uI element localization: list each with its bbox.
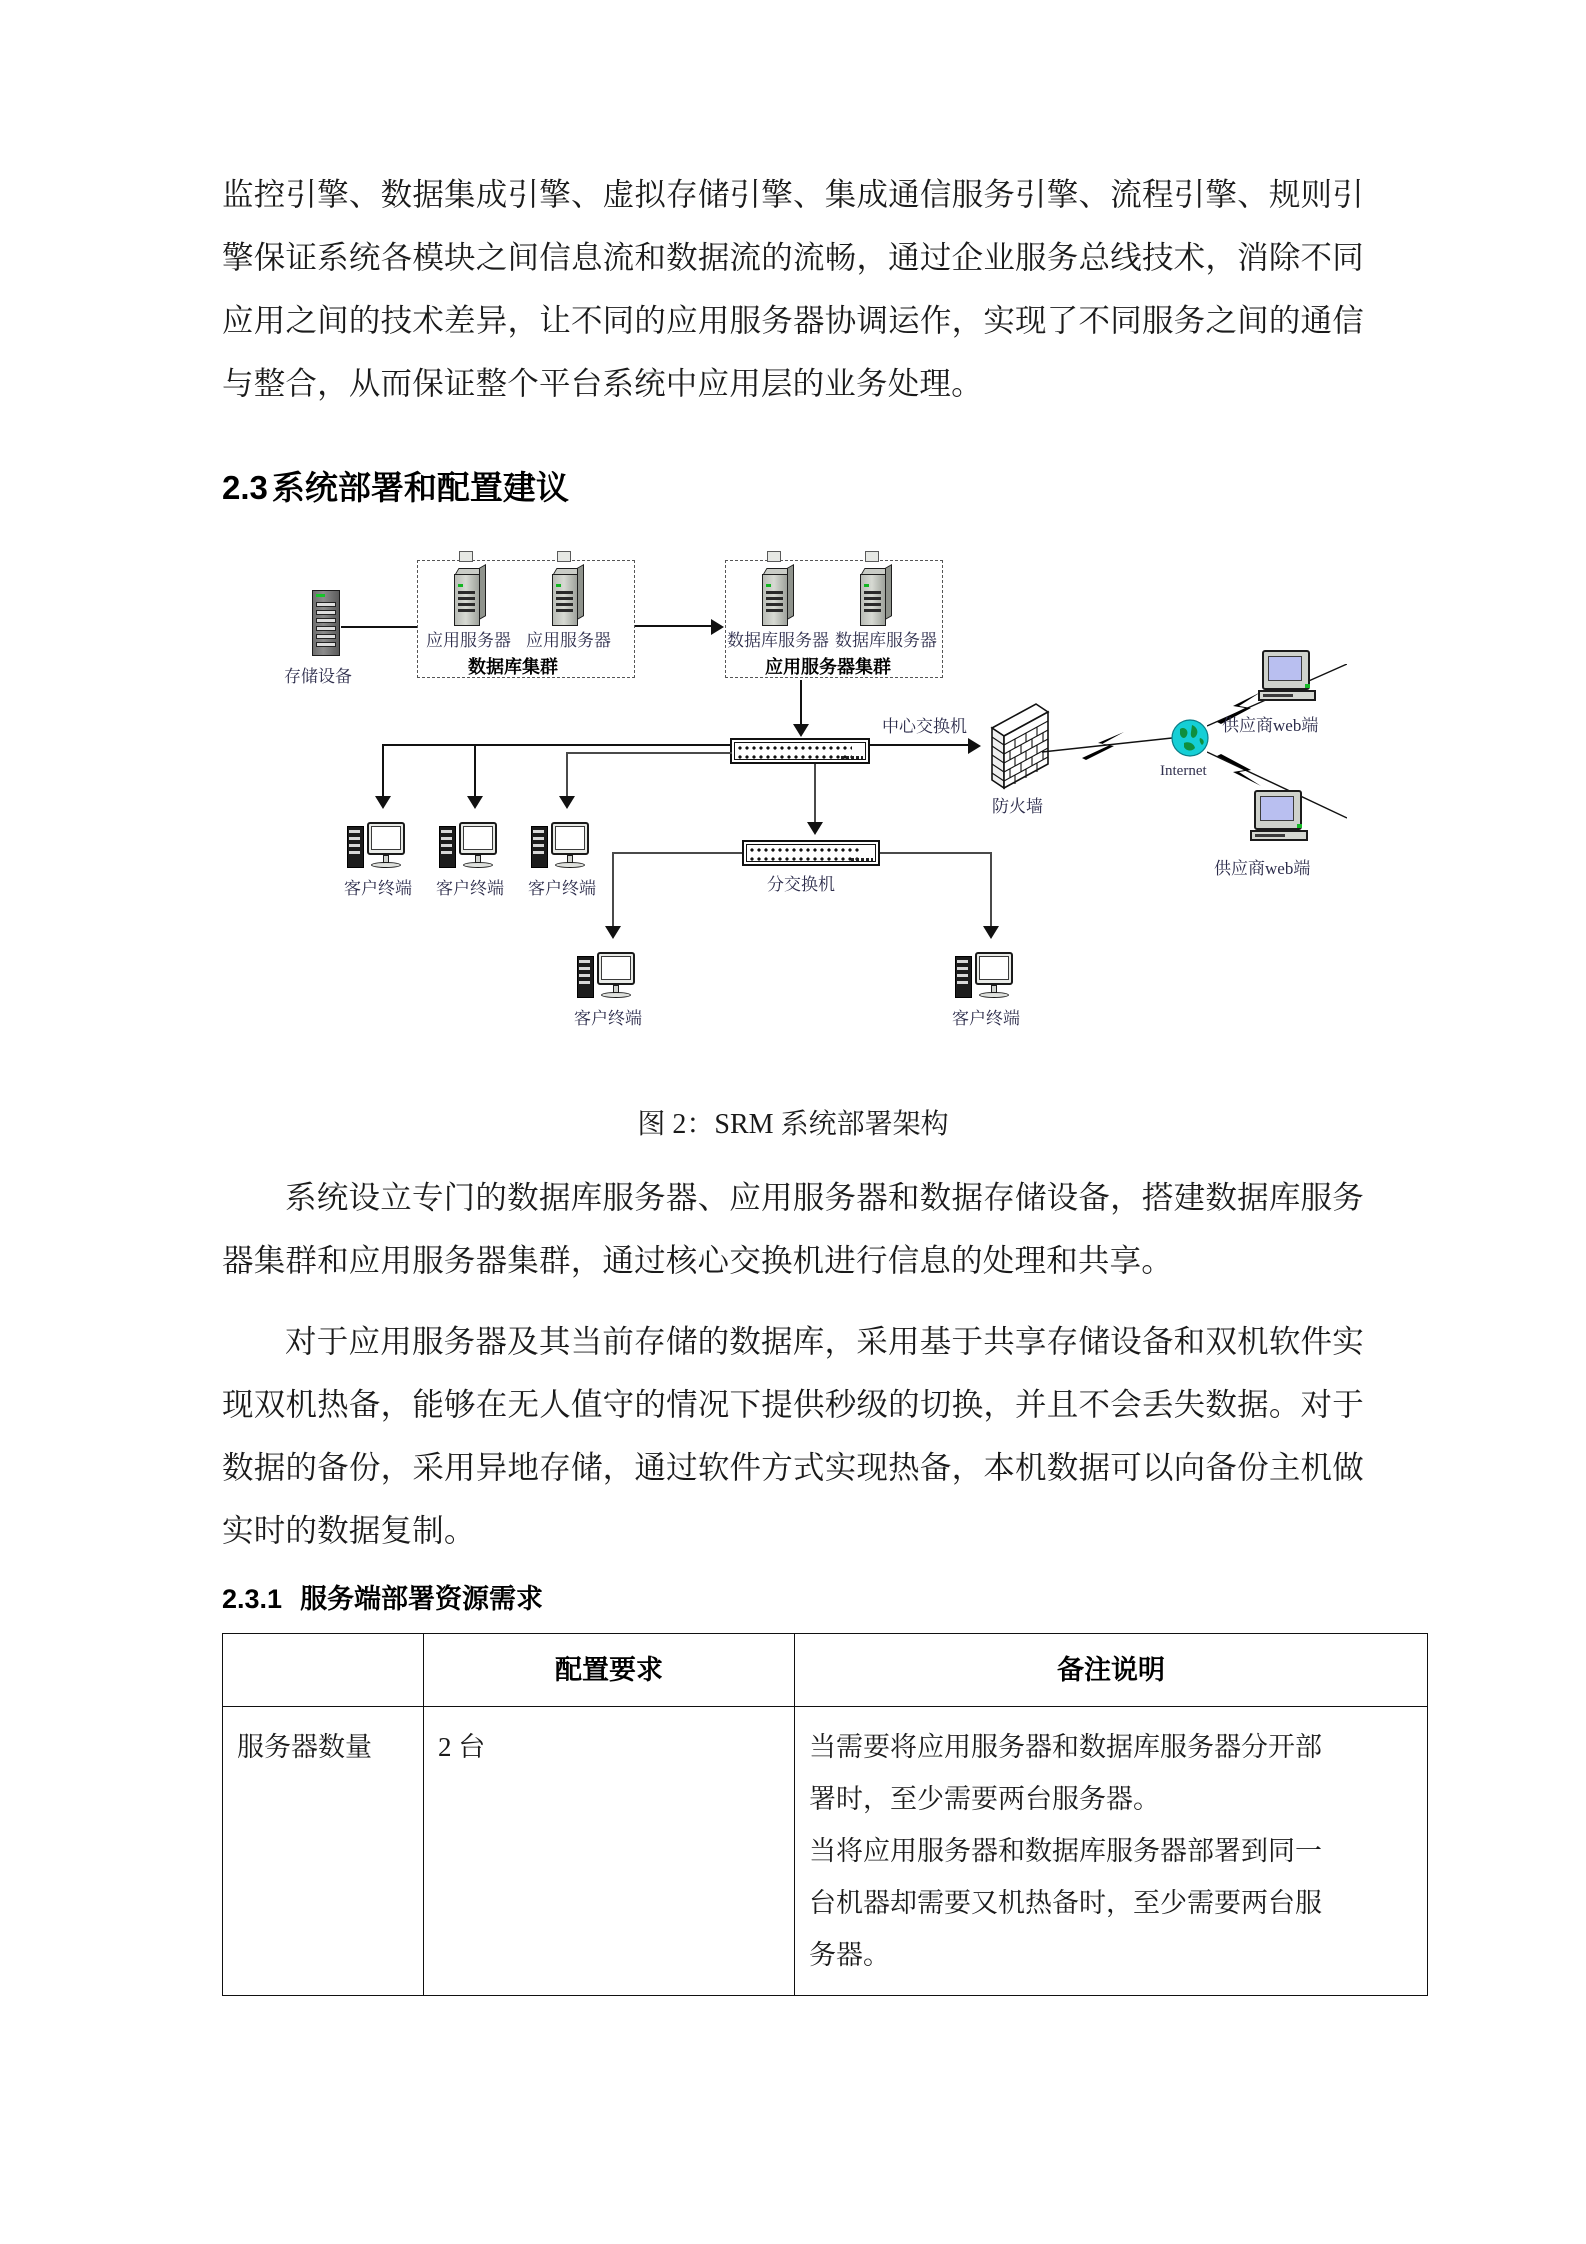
- heading-2-3-1-number: 2.3.1: [222, 1583, 283, 1614]
- table-row: [223, 1706, 1428, 1995]
- arrow-client-1: [375, 796, 391, 809]
- sub-switch-label: 分交换机: [767, 874, 835, 894]
- app-cluster-group-title: 应用服务器集群: [765, 656, 891, 677]
- figure-caption: 图 2：SRM 系统部署架构: [637, 1108, 949, 1140]
- remark-line-2: 署时，至少需要两台服务器。: [809, 1783, 1160, 1814]
- arrow-client-2: [467, 796, 483, 809]
- core-switch-branch-2: [474, 744, 476, 800]
- paragraph-hot-standby: 对于应用服务器及其当前存储的数据库，采用基于共享存储设备和双机软件实现双机热备，能够在无人值守的情况下提供秒级的切换，并且不会丢失数据。对于数据的备份，采用异地存储，通过软件方式实现热备，本机数据可以向备份主机做实时的数据复制。: [222, 1323, 1364, 1548]
- db-cluster-node-label-2: 应用服务器: [526, 630, 611, 650]
- arrow-client-4: [605, 926, 621, 939]
- sub-switch-branch-5: [990, 852, 992, 930]
- server-resource-table: [222, 1633, 1428, 1996]
- core-switch-left-bus: [382, 744, 732, 746]
- sub-switch-right-stub: [880, 852, 992, 854]
- internet-label: Internet: [1160, 762, 1207, 779]
- arrow-to-firewall: [968, 738, 981, 754]
- firewall-label: 防火墙: [992, 796, 1043, 816]
- firewall-to-internet-link: [1042, 728, 1172, 773]
- table-cell-remark: [795, 1706, 1428, 1995]
- supplier-web-terminal-label-1: 供应商web端: [1222, 715, 1319, 735]
- remark-line-3: 当将应用服务器和数据库服务器部署到同一: [809, 1835, 1322, 1866]
- remark-line-4: 台机器却需要又机热备时，至少需要两台服: [809, 1887, 1322, 1918]
- supplier-web-terminal-label-2: 供应商web端: [1214, 858, 1311, 878]
- page-content: [222, 0, 1364, 1996]
- storage-device-label: 存储设备: [284, 666, 352, 686]
- table-header-row: [223, 1633, 1428, 1706]
- client-terminal-label-4: 客户终端: [574, 1008, 642, 1028]
- arrow-db-to-app-cluster: [711, 619, 724, 635]
- remark-line-1: 当需要将应用服务器和数据库服务器分开部: [809, 1731, 1322, 1762]
- app-cluster-node-label-2: 数据库服务器: [835, 630, 937, 650]
- heading-2-3-1: [222, 1582, 1364, 1617]
- app-cluster-node-label-1: 数据库服务器: [727, 630, 829, 650]
- client-terminal-label-2: 客户终端: [436, 878, 504, 898]
- remark-line-5: 务器。: [809, 1939, 890, 1970]
- sub-switch-branch-4: [612, 852, 614, 930]
- link-app-cluster-to-core-switch: [800, 680, 802, 728]
- table-cell-item-name: 服务器数量: [223, 1706, 424, 1995]
- link-core-switch-to-sub-switch: [814, 764, 816, 826]
- core-switch-branch-3: [566, 752, 568, 800]
- heading-2-3: [222, 467, 1364, 510]
- link-core-switch-to-firewall: [870, 744, 972, 746]
- sub-switch-icon: [742, 840, 880, 866]
- core-switch-icon: [730, 738, 870, 764]
- sub-switch-left-stub: [612, 852, 742, 854]
- db-cluster-group-title: 数据库集群: [468, 656, 558, 677]
- db-cluster-node-label-1: 应用服务器: [426, 630, 511, 650]
- arrow-client-3: [559, 796, 575, 809]
- table-header-cell-blank: [223, 1633, 424, 1706]
- paragraph-intro: 监控引擎、数据集成引擎、虚拟存储引擎、集成通信服务引擎、流程引擎、规则引擎保证系统各模块之间信息流和数据流的流畅，通过企业服务总线技术，消除不同应用之间的技术差异，让不同的应用服务器协调运作，实现了不同服务之间的通信与整合，从而保证整个平台系统中应用层的业务处理。: [222, 177, 1364, 401]
- internet-globe-icon: [1170, 718, 1210, 763]
- table-header-cell-remark: 备注说明: [795, 1633, 1428, 1706]
- core-switch-label: 中心交换机: [882, 716, 967, 736]
- arrow-to-core-switch: [793, 724, 809, 737]
- heading-2-3-title: 系统部署和配置建议: [271, 469, 569, 506]
- heading-2-3-1-title: 服务端部署资源需求: [300, 1583, 544, 1614]
- core-switch-branch-1: [382, 744, 384, 800]
- client-terminal-label-1: 客户终端: [344, 878, 412, 898]
- arrow-client-5: [983, 926, 999, 939]
- table-cell-requirement: 2 台: [424, 1706, 795, 1995]
- paragraph-deployment-overview: 系统设立专门的数据库服务器、应用服务器和数据存储设备，搭建数据库服务器集群和应用服务器集群，通过核心交换机进行信息的处理和共享。: [222, 1179, 1364, 1278]
- link-storage-to-db-cluster: [341, 626, 417, 628]
- arrow-to-sub-switch: [807, 822, 823, 835]
- core-switch-branch-3-stub: [566, 752, 732, 754]
- client-terminal-label-3: 客户终端: [528, 878, 596, 898]
- deployment-architecture-figure: [222, 540, 1364, 1100]
- client-terminal-label-5: 客户终端: [952, 1008, 1020, 1028]
- table-header-cell-requirement: 配置要求: [424, 1633, 795, 1706]
- link-db-cluster-to-app-cluster: [635, 625, 713, 627]
- heading-2-3-number: 2.3: [222, 469, 268, 506]
